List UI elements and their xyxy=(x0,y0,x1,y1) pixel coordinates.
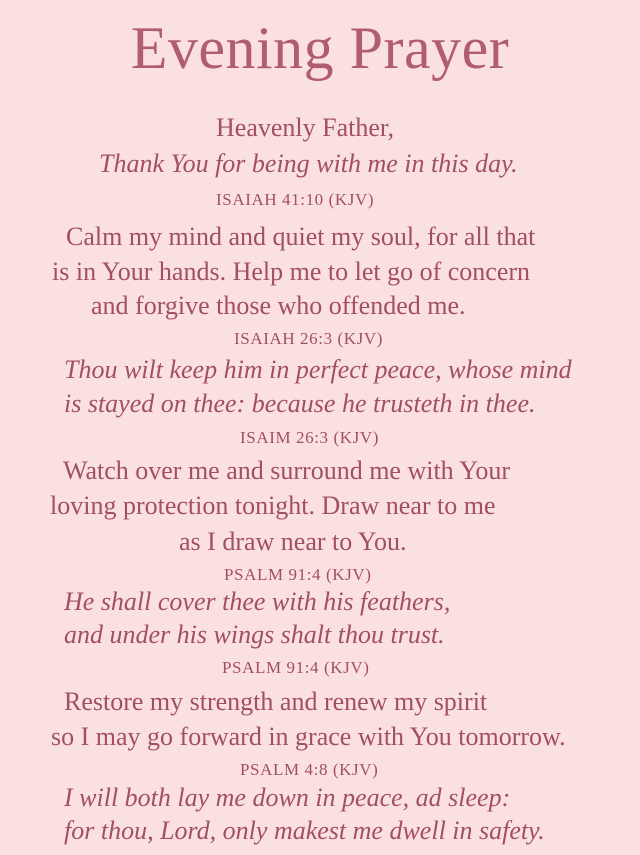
verse-line: and under his wings shalt thou trust. xyxy=(64,620,445,649)
scripture-reference: PSALM 91:4 (KJV) xyxy=(222,658,370,677)
scripture-reference: PSALM 91:4 (KJV) xyxy=(224,565,372,584)
verse-line: for thou, Lord, only makest me dwell in safety. xyxy=(64,816,545,845)
scripture-reference: ISAIAH 41:10 (KJV) xyxy=(216,190,375,209)
prayer-line: and forgive those who offended me. xyxy=(91,291,466,320)
thanks-line: Thank You for being with me in this day. xyxy=(99,149,518,178)
prayer-line: Restore my strength and renew my spirit xyxy=(64,687,488,716)
verse-line: is stayed on thee: because he trusteth in thee. xyxy=(64,389,536,418)
prayer-line: Watch over me and surround me with Your xyxy=(63,456,511,485)
prayer-line: so I may go forward in grace with You tomorrow. xyxy=(51,722,566,751)
verse-line: I will both lay me down in peace, ad sleep: xyxy=(64,783,511,812)
verse-line: Thou wilt keep him in perfect peace, whose mind xyxy=(64,355,572,384)
prayer-line: Calm my mind and quiet my soul, for all that xyxy=(66,222,536,251)
prayer-line: loving protection tonight. Draw near to me xyxy=(50,491,496,520)
greeting-line: Heavenly Father, xyxy=(216,113,395,142)
verse-line: He shall cover thee with his feathers, xyxy=(64,587,451,616)
scripture-reference: PSALM 4:8 (KJV) xyxy=(240,760,379,779)
scripture-reference: ISAIAH 26:3 (KJV) xyxy=(234,329,384,348)
page-title: Evening Prayer xyxy=(130,15,510,81)
scripture-reference: ISAIM 26:3 (KJV) xyxy=(240,428,379,447)
prayer-line: is in Your hands. Help me to let go of concern xyxy=(52,257,531,286)
prayer-line: as I draw near to You. xyxy=(179,527,407,556)
